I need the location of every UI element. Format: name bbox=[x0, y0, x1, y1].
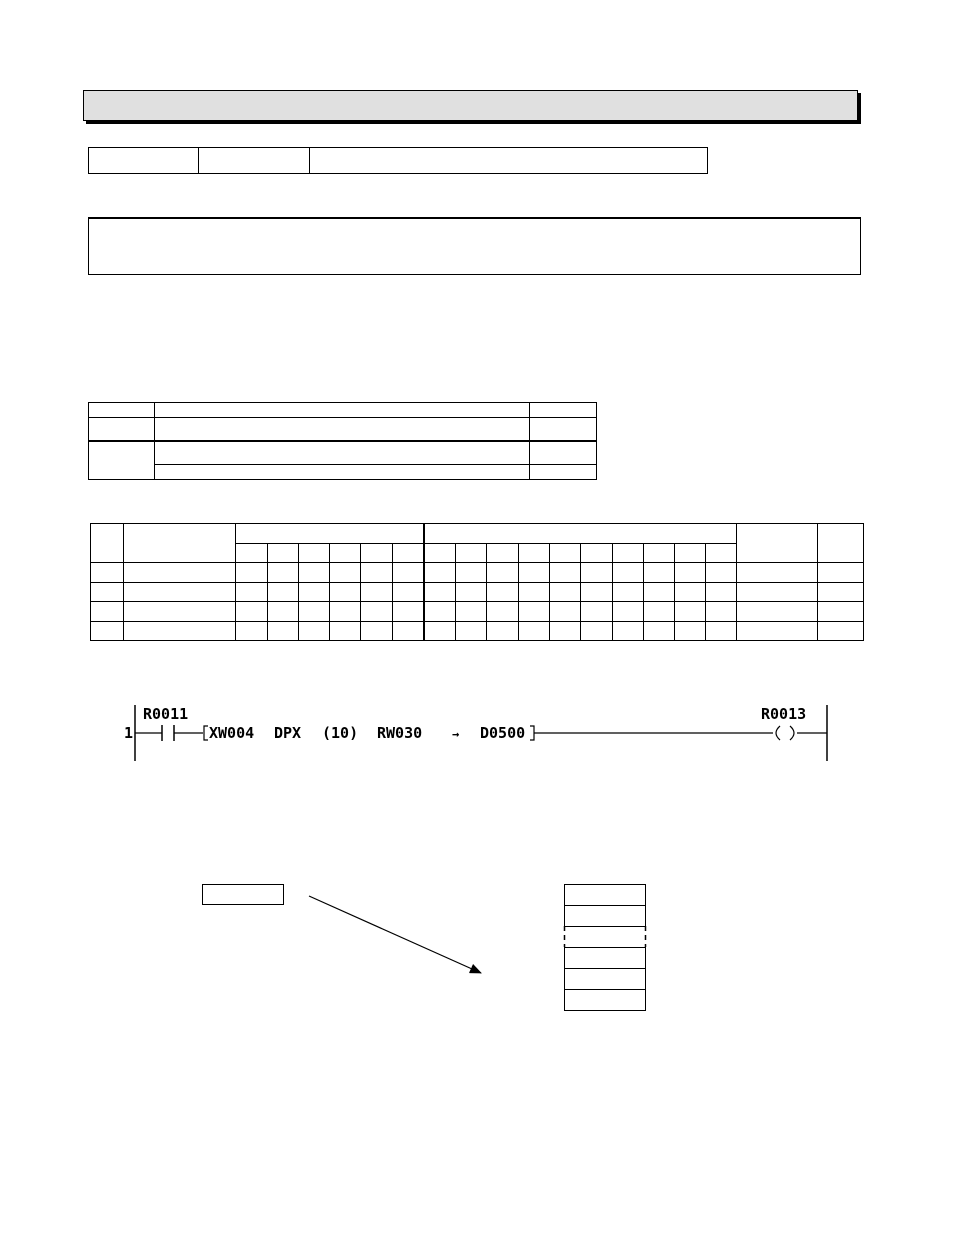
instruction-source: XW004 bbox=[209, 724, 255, 742]
arrow-icon: → bbox=[452, 727, 460, 741]
register-cell bbox=[565, 969, 646, 990]
register-cell bbox=[565, 906, 646, 927]
table-row bbox=[89, 418, 597, 441]
header-cell bbox=[89, 148, 199, 173]
table-row bbox=[89, 441, 597, 464]
table-row bbox=[91, 563, 864, 583]
operation-diagram bbox=[180, 875, 660, 1020]
table-row bbox=[91, 582, 864, 602]
destination-register-stack bbox=[565, 885, 646, 1011]
instruction-open-bracket bbox=[204, 726, 208, 740]
instruction-header-row bbox=[88, 147, 708, 174]
table-row bbox=[91, 602, 864, 622]
instruction-close-bracket bbox=[530, 726, 534, 740]
coil-right-arc bbox=[790, 726, 794, 740]
section-title-bar bbox=[83, 90, 858, 121]
coil-left-arc bbox=[776, 726, 780, 740]
table-row bbox=[91, 621, 864, 641]
function-description-box bbox=[88, 217, 861, 275]
instruction-operator: DPX bbox=[274, 724, 302, 742]
device-usage-table bbox=[90, 523, 864, 641]
table-header-row bbox=[91, 524, 864, 544]
operand-table bbox=[88, 402, 597, 480]
transfer-arrow bbox=[309, 896, 481, 973]
instruction-operand: RW030 bbox=[377, 724, 423, 742]
instruction-destination: D0500 bbox=[480, 724, 526, 742]
table-row bbox=[89, 403, 597, 418]
rung-number: 1 bbox=[124, 724, 134, 742]
register-cell bbox=[565, 885, 646, 906]
register-cell bbox=[565, 990, 646, 1011]
coil-label: R0013 bbox=[761, 705, 807, 723]
header-cell bbox=[310, 148, 707, 173]
table-row bbox=[89, 464, 597, 479]
source-register-box bbox=[203, 885, 284, 905]
header-cell bbox=[199, 148, 310, 173]
instruction-parameter: (10) bbox=[322, 724, 359, 742]
register-cell bbox=[565, 948, 646, 969]
ladder-diagram bbox=[120, 695, 840, 765]
contact-label: R0011 bbox=[143, 705, 189, 723]
